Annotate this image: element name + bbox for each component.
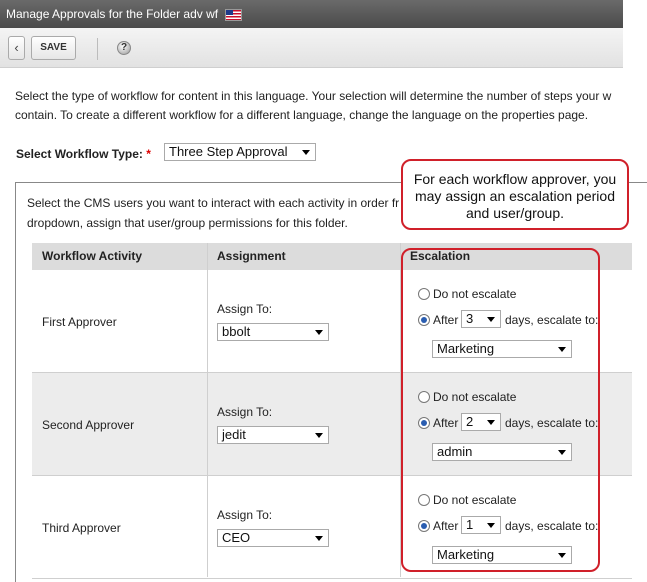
window-title: Manage Approvals for the Folder adv wf [6,7,219,21]
workflow-type-select[interactable]: Three Step Approval [164,143,316,161]
column-divider [207,243,208,577]
after-label: After [433,313,459,327]
activity-name: Third Approver [42,521,121,535]
help-icon[interactable]: ? [117,41,131,55]
assign-to-label: Assign To: [217,302,273,316]
header-escalation: Escalation [410,249,471,263]
days-escalate-label: days, escalate to: [505,416,599,430]
activity-name: First Approver [42,315,117,329]
chevron-down-icon [315,330,323,335]
do-not-escalate-label: Do not escalate [433,390,517,404]
days-escalate-label: days, escalate to: [505,519,599,533]
do-not-escalate-label: Do not escalate [433,287,517,301]
assignee-select[interactable]: bbolt [217,323,329,341]
escalate-to-select[interactable]: Marketing [432,546,572,564]
chevron-down-icon [302,150,310,155]
header-assignment: Assignment [217,249,286,263]
after-label: After [433,519,459,533]
escalate-to-select[interactable]: Marketing [432,340,572,358]
workflow-type-label: Select Workflow Type: * [16,147,151,161]
after-label: After [433,416,459,430]
days-escalate-label: days, escalate to: [505,313,599,327]
escalation-highlight [401,248,600,572]
escalation-days-select[interactable]: 1 [461,516,501,534]
activity-name: Second Approver [42,418,135,432]
callout-annotation: For each workflow approver, you may assign an escalation period and user/group. [401,159,629,230]
window-titlebar [0,0,623,28]
assign-to-label: Assign To: [217,508,273,522]
escalate-to-select[interactable]: admin [432,443,572,461]
panel-instructions: Select the CMS users you want to interact with each activity in order fr dropdown, assign that user/group permissions for this folder. [27,196,400,230]
assign-to-label: Assign To: [217,405,273,419]
header-workflow-activity: Workflow Activity [42,249,143,263]
chevron-down-icon [315,433,323,438]
toolbar-separator [97,38,98,60]
assignee-select[interactable]: CEO [217,529,329,547]
escalation-days-select[interactable]: 2 [461,413,501,431]
us-flag-icon [225,9,242,21]
toolbar [0,28,623,68]
assignee-select[interactable]: jedit [217,426,329,444]
escalation-days-select[interactable]: 3 [461,310,501,328]
intro-text: Select the type of workflow for content in this language. Your selection will determine the number of steps your w contain. To create a different workflow for a different language, change the language on the properties page. [15,89,612,122]
required-mark: * [146,147,151,161]
save-button[interactable]: SAVE [31,36,76,60]
back-button[interactable] [8,36,25,60]
chevron-left-icon: ‹ [14,40,19,55]
chevron-down-icon [315,536,323,541]
do-not-escalate-label: Do not escalate [433,493,517,507]
